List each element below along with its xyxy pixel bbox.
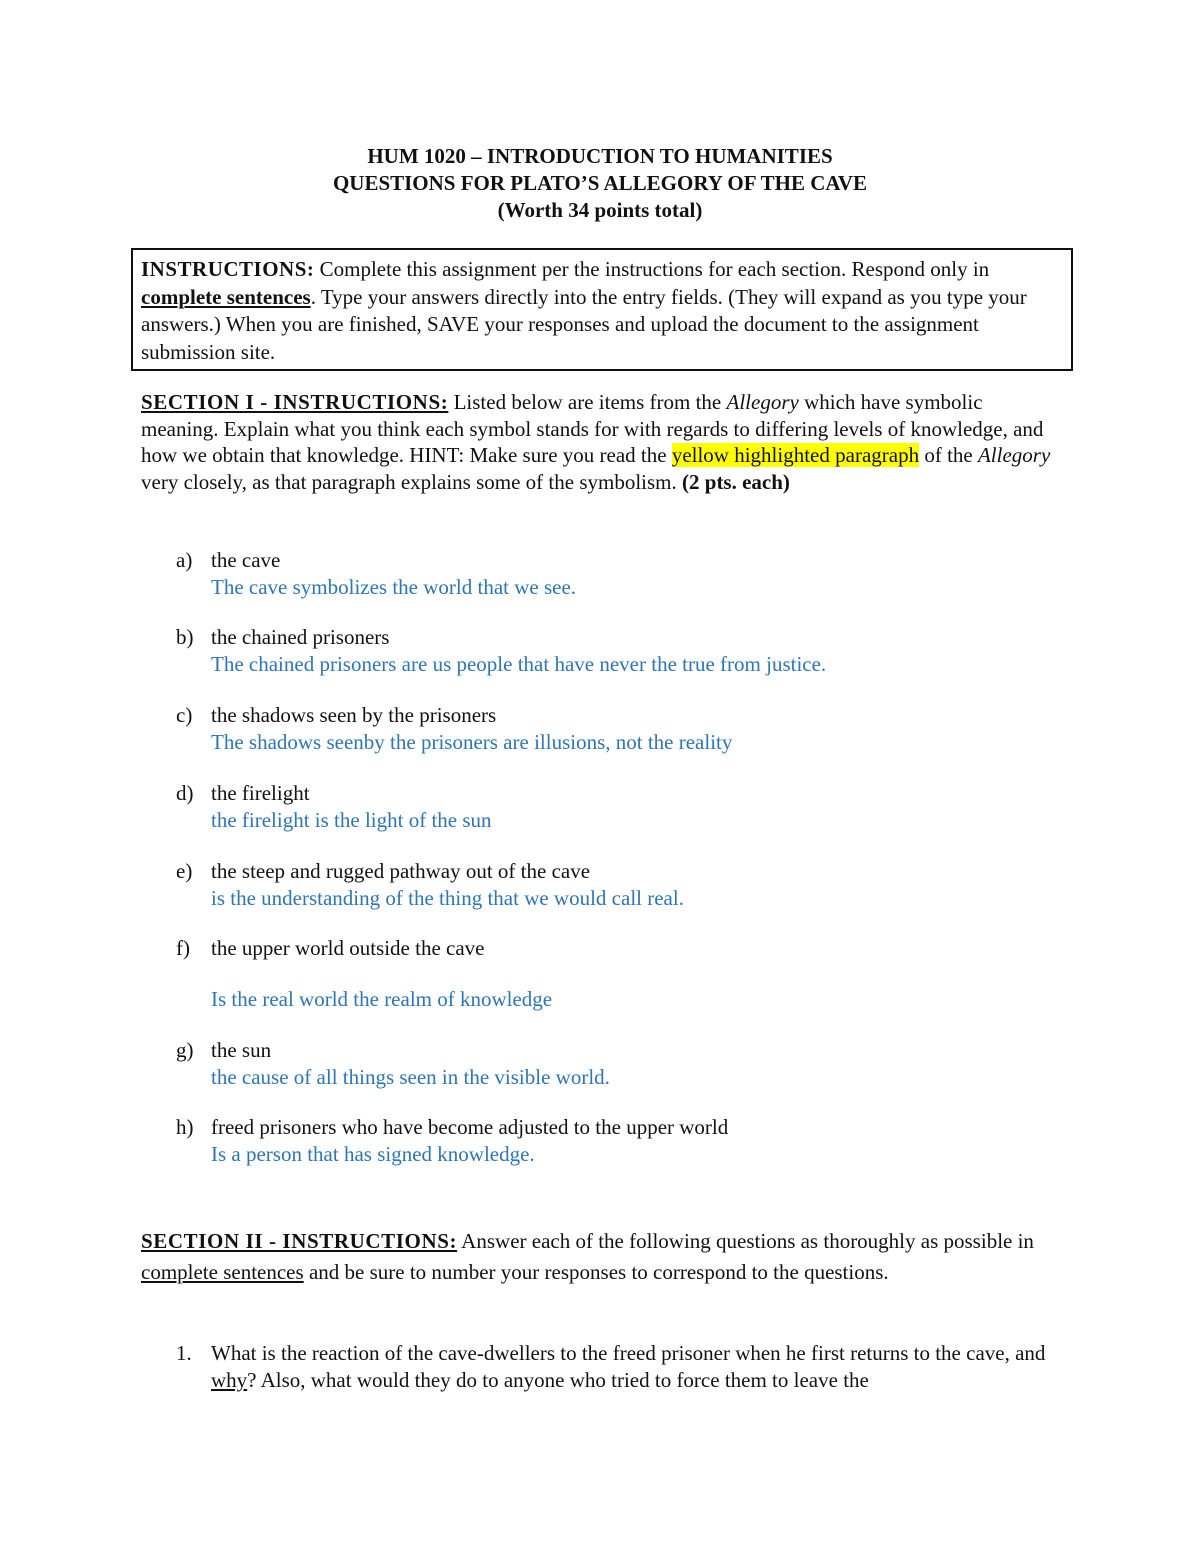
list-item <box>176 702 1076 756</box>
answer-field[interactable]: The chained prisoners are us people that have never the true from justice. <box>211 652 827 676</box>
list-item <box>176 1114 1076 1168</box>
item-question: the sun <box>211 1038 272 1062</box>
item-question: the steep and rugged pathway out of the cave <box>211 859 591 883</box>
item-question: the shadows seen by the prisoners <box>211 703 497 727</box>
answer-field[interactable]: The cave symbolizes the world that we see. <box>211 575 577 599</box>
document-header <box>0 143 1200 224</box>
item-question: freed prisoners who have become adjusted to the upper world <box>211 1115 729 1139</box>
item-letter: e) <box>176 859 193 883</box>
answer-field[interactable]: is the understanding of the thing that we would call real. <box>211 886 684 910</box>
section-2-text-a: Answer each of the following questions as thoroughly as possible in <box>457 1229 1034 1253</box>
section-1-instructions <box>141 389 1061 495</box>
item-question: the upper world outside the cave <box>211 936 485 960</box>
section-2-label: SECTION II - INSTRUCTIONS: <box>141 1229 458 1253</box>
item-letter: g) <box>176 1038 194 1062</box>
section-1-italic-b: Allegory <box>977 443 1051 467</box>
item-letter: f) <box>176 936 190 960</box>
question-number: 1. <box>176 1341 192 1365</box>
item-letter: d) <box>176 781 194 805</box>
question-underlined: why <box>211 1368 248 1392</box>
points-total: (Worth 34 points total) <box>497 198 703 222</box>
instructions-text-b: . Type your answers directly into the entry fields. (They will expand as you type your answers.) When you are finished, SAVE your responses and upload the document to the assignment submission site. <box>141 284 1027 364</box>
list-item <box>176 547 1076 601</box>
list-item <box>176 780 1076 834</box>
list-item <box>176 935 1076 1013</box>
question-1 <box>176 1340 1076 1394</box>
answer-field[interactable]: Is a person that has signed knowledge. <box>211 1142 535 1166</box>
section-2-text-b: and be sure to number your responses to correspond to the questions. <box>303 1260 889 1284</box>
section-1-italic-a: Allegory <box>726 390 799 414</box>
instructions-box <box>131 248 1073 371</box>
highlighted-text: yellow highlighted paragraph <box>671 443 920 467</box>
item-letter: h) <box>176 1115 194 1139</box>
answer-field[interactable]: Is the real world the realm of knowledge <box>211 987 553 1011</box>
item-question: the firelight <box>211 781 310 805</box>
section-1-text-b: which have symbolic meaning. Explain what you think each symbol stands for with regards to differing levels of knowledge, and how we obtain that knowledge. HINT: Make sure you read the <box>141 390 1044 467</box>
list-item <box>176 858 1076 912</box>
answer-field[interactable]: The shadows seenby the prisoners are illusions, not the reality <box>211 730 733 754</box>
section-2-instructions <box>141 1226 1061 1288</box>
instructions-emphasis: complete sentences <box>141 284 311 309</box>
item-letter: a) <box>176 548 193 572</box>
instructions-text-a: Complete this assignment per the instructions for each section. Respond only in <box>314 257 990 281</box>
item-question: the chained prisoners <box>211 625 390 649</box>
section-2-underlined: complete sentences <box>141 1260 304 1284</box>
section-1-text-c: of the <box>919 443 978 467</box>
section-1-text-d: very closely, as that paragraph explains some of the symbolism. <box>141 469 683 494</box>
question-text-a: What is the reaction of the cave-dwellers to the freed prisoner when he first returns to the cave, and <box>211 1341 1046 1365</box>
instructions-label: INSTRUCTIONS: <box>141 257 315 281</box>
item-letter: b) <box>176 625 194 649</box>
list-item <box>176 624 1076 678</box>
section-1-text-a: Listed below are items from the <box>448 390 727 414</box>
list-item <box>176 1037 1076 1091</box>
answer-field[interactable]: the cause of all things seen in the visible world. <box>211 1065 610 1089</box>
item-letter: c) <box>176 703 193 727</box>
assignment-title: QUESTIONS FOR PLATO’S ALLEGORY OF THE CAVE <box>332 171 868 195</box>
answer-field[interactable]: the firelight is the light of the sun <box>211 808 492 832</box>
section-1-label: SECTION I - INSTRUCTIONS: <box>141 390 449 414</box>
question-text-b: ? Also, what would they do to anyone who tried to force them to leave the <box>247 1368 869 1392</box>
course-title: HUM 1020 – INTRODUCTION TO HUMANITIES <box>367 144 833 168</box>
question-text <box>211 1340 1076 1394</box>
section-1-points: (2 pts. each) <box>682 469 790 494</box>
item-question: the cave <box>211 548 281 572</box>
